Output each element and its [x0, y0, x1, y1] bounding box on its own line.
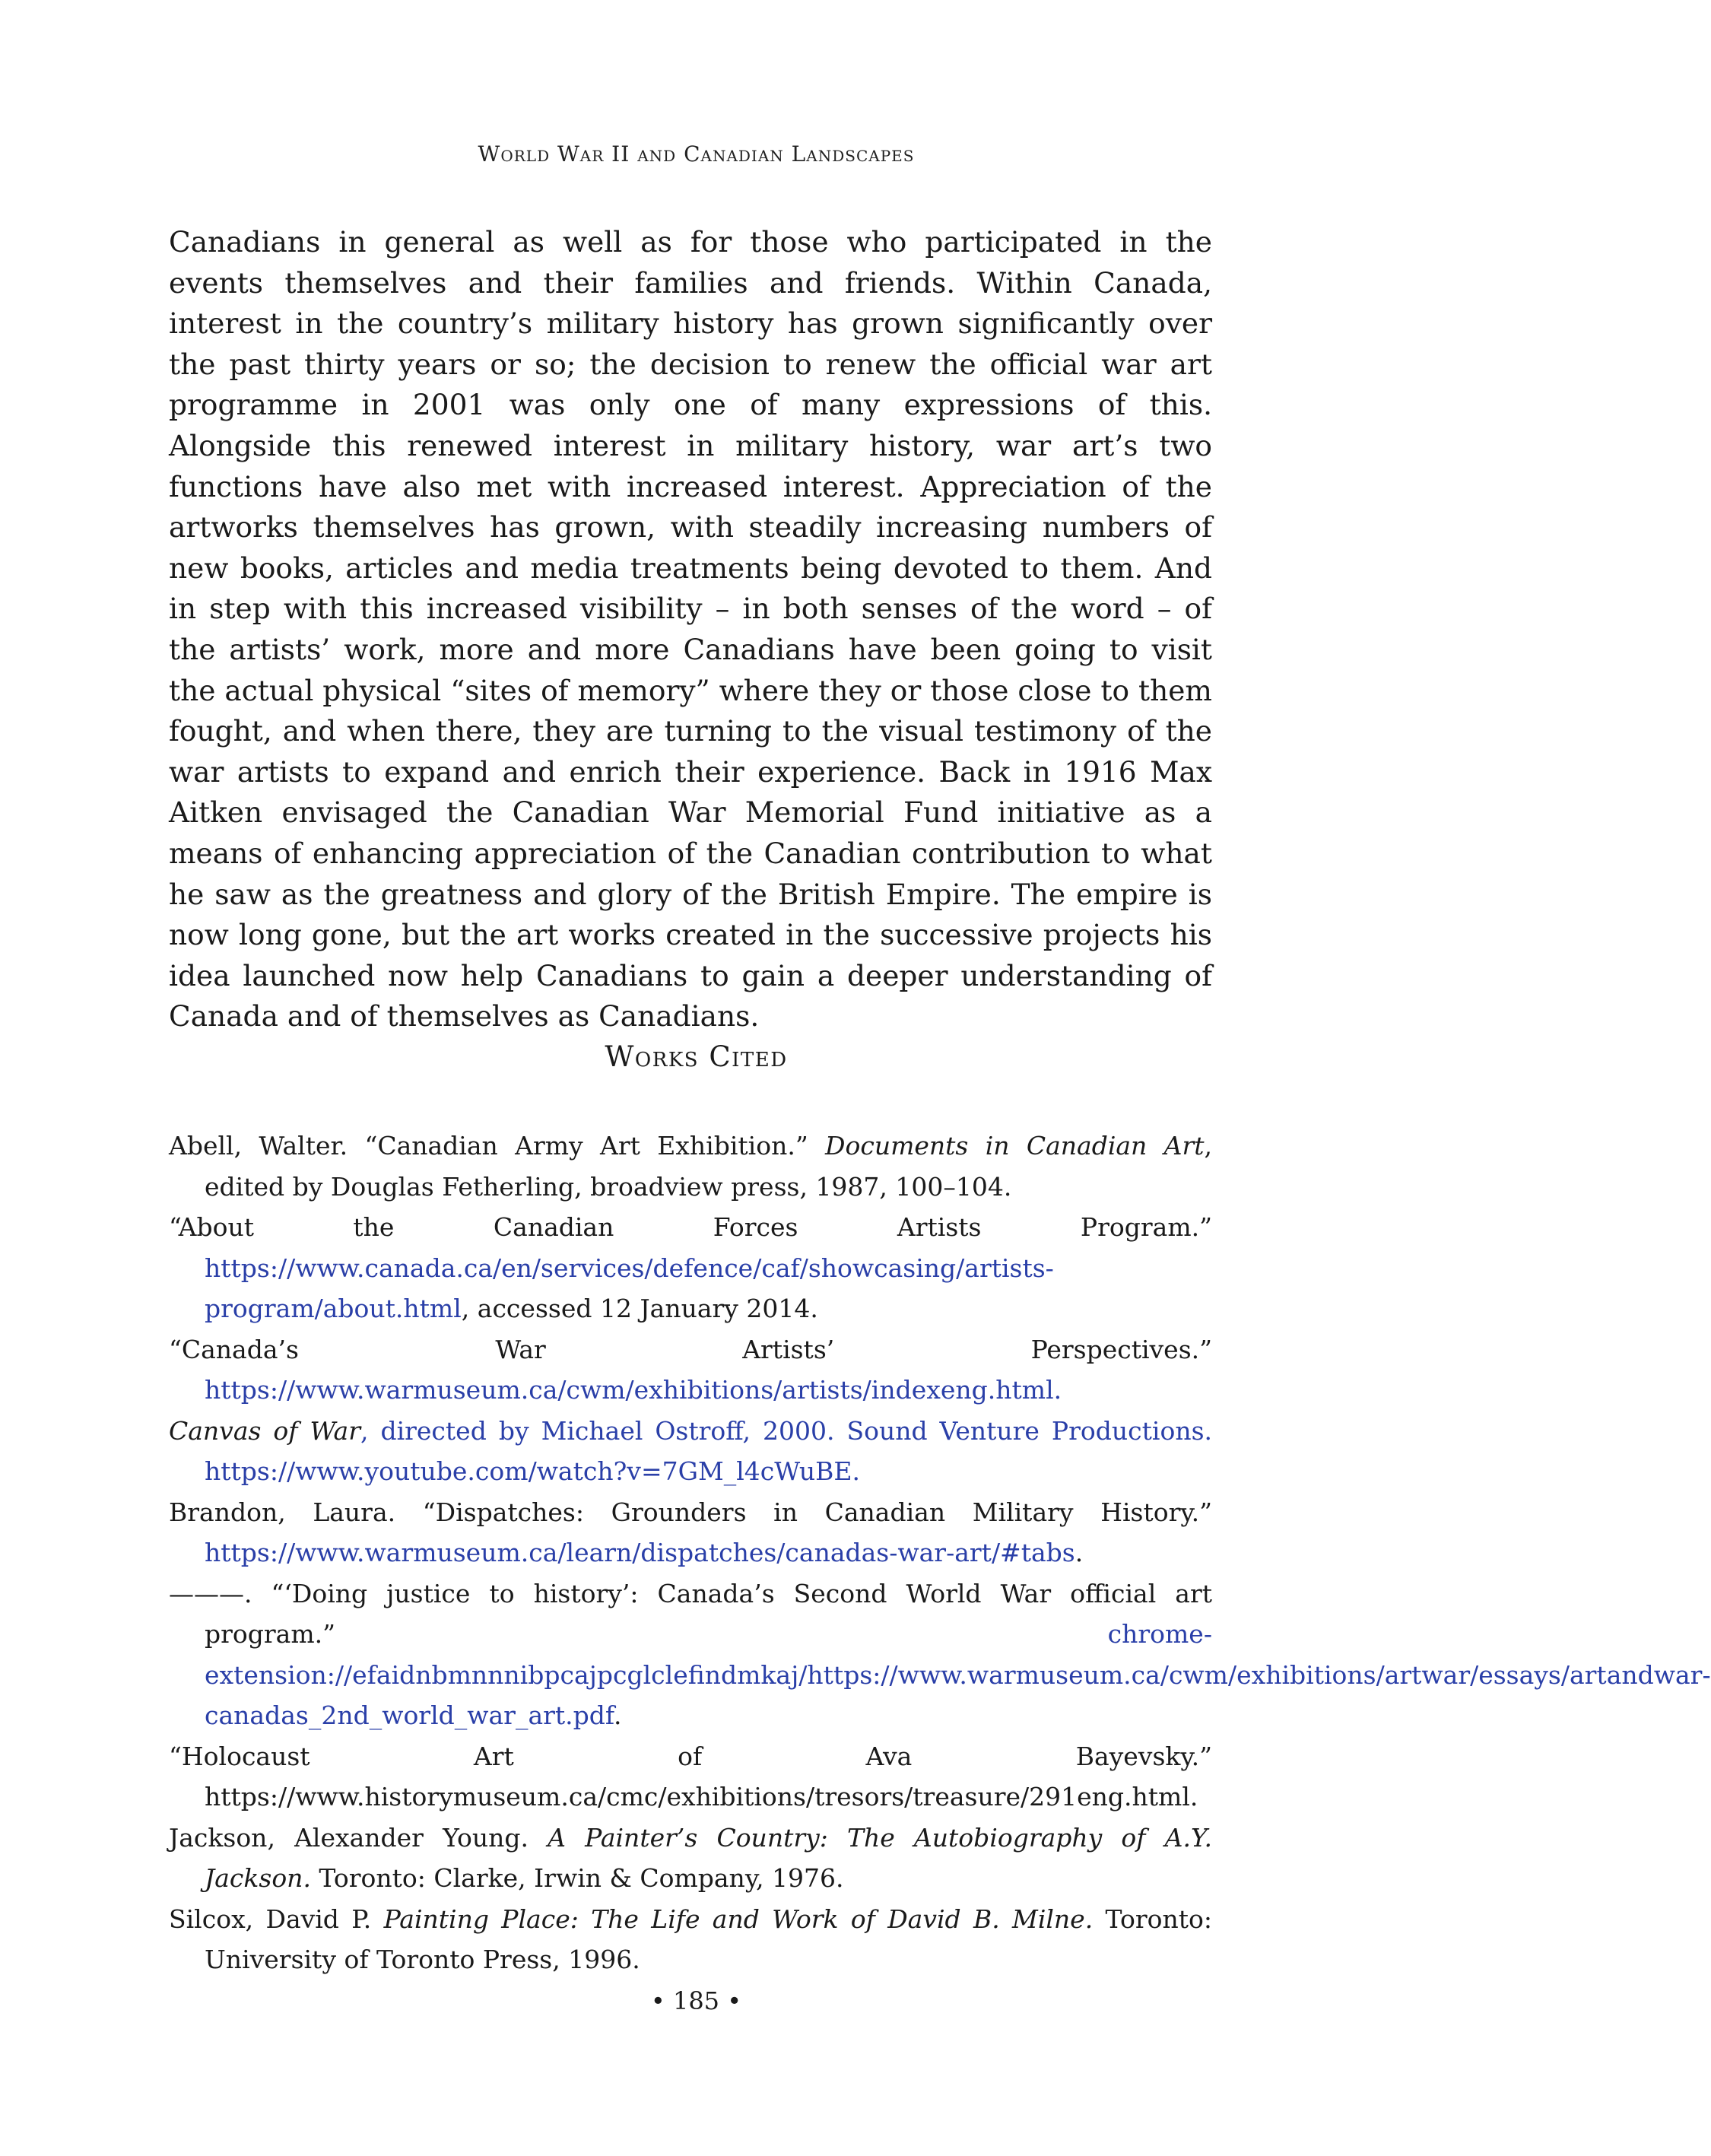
citation-entry — [169, 1818, 1212, 1899]
citation-text: , accessed 12 January 2014. — [461, 1294, 818, 1323]
citation-entry — [169, 1736, 1212, 1818]
citation-entry — [169, 1126, 1212, 1207]
works-cited-list — [169, 1126, 1711, 1980]
citation-entry — [169, 1899, 1212, 1980]
citation-text: “About the Canadian Forces Artists Program.” — [169, 1212, 1212, 1242]
citation-text: Jackson, Alexander Young. — [169, 1822, 548, 1853]
citation-link[interactable]: , directed by Michael Ostroff, 2000. Sound Venture Productions. https://www.youtube.com/watch?v=7GM_l4cWuBE. — [205, 1415, 1213, 1486]
citation-text: Abell, Walter. “Canadian Army Art Exhibition.” — [169, 1131, 826, 1161]
citation-text: Toronto: Clarke, Irwin & Company, 1976. — [310, 1863, 844, 1893]
citation-text: “Canada’s War Artists’ Perspectives.” — [169, 1334, 1212, 1364]
citation-text: Silcox, David P. — [169, 1904, 384, 1934]
citation-title: Painting Place: The Life and Work of David B. Milne. — [383, 1904, 1094, 1934]
citation-entry — [169, 1492, 1212, 1573]
citation-entry — [169, 1207, 1212, 1329]
works-cited-heading: Works Cited — [605, 1040, 788, 1073]
citation-text: “Holocaust Art of Ava Bayevsky.” https://www.historymuseum.ca/cmc/exhibitions/tresors/treasure/291eng.html. — [169, 1741, 1212, 1811]
citation-text: . — [1075, 1538, 1084, 1567]
citation-entry — [169, 1411, 1212, 1492]
citation-text: . — [613, 1700, 622, 1730]
citation-text: Brandon, Laura. “Dispatches: Grounders in Canadian Military History.” — [169, 1497, 1212, 1527]
citation-link[interactable]: https://www.warmuseum.ca/cwm/exhibitions/artists/indexeng.html. — [205, 1375, 1062, 1405]
body-paragraph: Canadians in general as well as for those who participated in the events themselves and their families and friends. Within Canada, interest in the country’s military history has grown significantly over the past thirty years or so; the decision to renew the official war art programme in 2001 was only one of many expressions of this. Alongside this renewed interest in military history, war art’s two functions have also met with increased interest. Appreciation of the artworks themselves has grown, with steadily increasing numbers of new books, articles and media treatments being devoted to them. And in step with this increased visibility – in both senses of the word – of the artists’ work, more and more Canadians have been going to visit the actual physical “sites of memory” where they or those close to them fought, and when there, they are turning to the visual testimony of the war artists to expand and enrich their experience. Back in 1916 Max Aitken envisaged the Canadian War Memorial Fund initiative as a means of enhancing appreciation of the Canadian contribution to what he saw as the greatness and glory of the British Empire. The empire is now long gone, but the art works created in the successive projects his idea launched now help Canadians to gain a deeper understanding of Canada and of themselves as Canadians. — [169, 225, 1212, 1034]
citation-title: A Painter’s Country: The Autobiography of A.Y. Jackson. — [205, 1822, 1212, 1893]
citation-title: Documents in Canadian Art — [825, 1131, 1205, 1161]
citation-link[interactable]: https://www.warmuseum.ca/learn/dispatches/canadas-war-art/#tabs — [205, 1538, 1075, 1567]
running-head: World War II and Canadian Landscapes — [478, 141, 915, 167]
citation-text: Toronto: University of Toronto Press, 1996. — [205, 1904, 1212, 1974]
citation-link[interactable]: https://www.canada.ca/en/services/defence/caf/showcasing/artists-program/about.html — [205, 1253, 1054, 1323]
citation-link[interactable]: chrome-extension://efaidnbmnnnibpcajpcglclefindmkaj/https://www.warmuseum.ca/cwm/exhibitions/artwar/essays/artandwar-canadas_2nd_world_war_art.pdf — [205, 1619, 1711, 1730]
page-number: • 185 • — [650, 1986, 742, 2015]
citation-entry — [169, 1573, 1711, 1736]
citation-title: Canvas of War — [169, 1415, 360, 1446]
citation-text: ———. “‘Doing justice to history’: Canada’s Second World War official art program.” — [169, 1578, 1212, 1649]
citation-text: , edited by Douglas Fetherling, broadview press, 1987, 100–104. — [205, 1131, 1213, 1202]
citation-entry — [169, 1329, 1212, 1411]
